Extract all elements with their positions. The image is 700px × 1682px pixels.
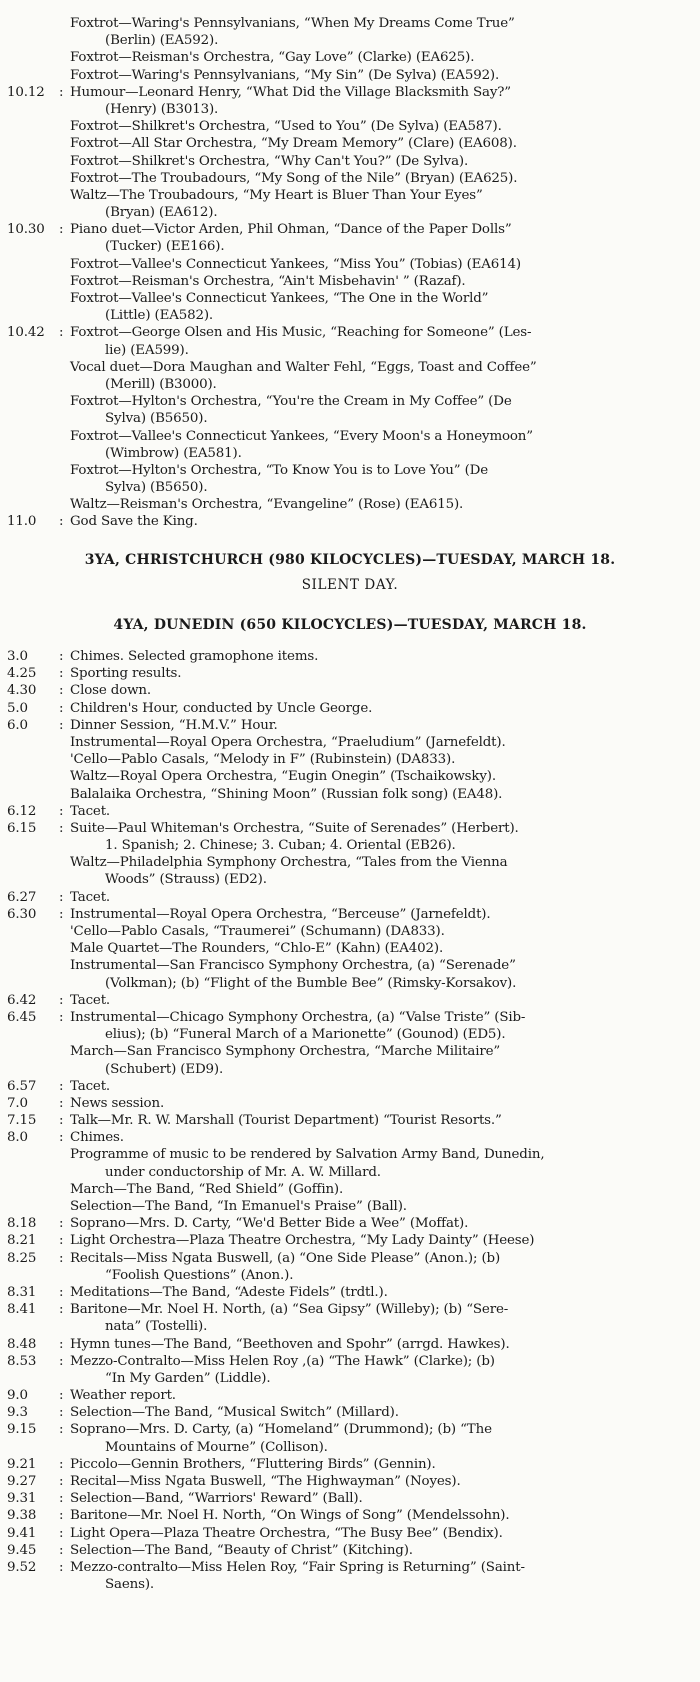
4ya-programme — [0, 648, 700, 1593]
time-separator: : — [59, 84, 64, 100]
entry-text: Piano duet—Victor Arden, Phil Ohman, “Dance of the Paper Dolls” — [70, 222, 512, 238]
entry-text: Tacet. — [70, 803, 111, 819]
entry-text: Programme of music to be rendered by Salvation Army Band, Dunedin, — [70, 1147, 545, 1163]
programme-entry — [0, 906, 700, 923]
time-separator: : — [59, 1456, 64, 1472]
entry-text: Foxtrot—Waring's Pennsylvanians, “When My Dreams Come True” — [70, 16, 515, 31]
programme-entry — [0, 462, 700, 479]
entry-text-continued: (Wimbrow) (EA581). — [105, 445, 242, 461]
entry-time: 4.30 — [7, 683, 37, 699]
programme-entry-continued — [0, 1318, 700, 1335]
entry-text: Tacet. — [70, 889, 111, 905]
entry-time: 8.31 — [7, 1284, 37, 1300]
entry-text: Suite—Paul Whiteman's Orchestra, “Suite of Serenades” (Herbert). — [70, 820, 519, 836]
entry-text: Foxtrot—George Olsen and His Music, “Reaching for Someone” (Les- — [70, 325, 532, 341]
entry-text-continued: (Little) (EA582). — [105, 308, 214, 324]
entry-text: March—San Francisco Symphony Orchestra, “Marche Militaire” — [70, 1044, 501, 1060]
entry-text-continued: “In My Garden” (Liddle). — [105, 1370, 271, 1386]
programme-entry — [0, 1542, 700, 1559]
programme-entry — [0, 1507, 700, 1524]
programme-entry — [0, 290, 700, 307]
programme-entry — [0, 1198, 700, 1215]
time-separator: : — [59, 666, 64, 682]
programme-entry — [0, 889, 700, 906]
entry-time: 11.0 — [7, 514, 37, 530]
programme-entry-continued — [0, 1439, 700, 1456]
entry-text-continued: (Schubert) (ED9). — [105, 1061, 224, 1077]
entry-text: Talk—Mr. R. W. Marshall (Tourist Department) “Tourist Resorts.” — [70, 1113, 502, 1129]
entry-text: Recital—Miss Ngata Buswell, “The Highwayman” (Noyes). — [70, 1474, 461, 1489]
entry-text: Male Quartet—The Rounders, “Chlo-E” (Kahn) (EA402). — [70, 941, 444, 957]
programme-entry — [0, 513, 700, 530]
programme-entry — [0, 1250, 700, 1267]
entry-text-continued: lie) (EA599). — [105, 342, 189, 358]
entry-time: 8.25 — [7, 1250, 37, 1266]
entry-time: 7.0 — [7, 1095, 28, 1111]
time-separator: : — [59, 1336, 64, 1352]
programme-entry-continued — [0, 238, 700, 255]
entry-text: Mezzo-Contralto—Miss Helen Roy ,(a) “The Hawk” (Clarke); (b) — [70, 1353, 495, 1369]
programme-entry — [0, 428, 700, 445]
programme-entry — [0, 1112, 700, 1129]
programme-entry — [0, 734, 700, 751]
programme-entry-continued — [0, 479, 700, 496]
programme-entry — [0, 135, 700, 152]
programme-entry — [0, 1284, 700, 1301]
programme-entry — [0, 803, 700, 820]
programme-entry-continued — [0, 975, 700, 992]
programme-entry — [0, 1129, 700, 1146]
time-separator: : — [59, 992, 64, 1008]
entry-text: Foxtrot—Waring's Pennsylvanians, “My Sin” (De Sylva) (EA592). — [70, 67, 500, 83]
entry-text: Chimes. Selected gramophone items. — [70, 649, 319, 664]
entry-time: 6.12 — [7, 803, 37, 819]
entry-text: Sporting results. — [70, 666, 182, 682]
entry-time: 9.38 — [7, 1508, 37, 1524]
entry-text: Waltz—The Troubadours, “My Heart is Bluer Than Your Eyes” — [70, 187, 483, 203]
programme-entry-continued — [0, 445, 700, 462]
entry-text-continued: “Foolish Questions” (Anon.). — [105, 1267, 294, 1283]
entry-time: 9.21 — [7, 1456, 37, 1472]
programme-entry — [0, 940, 700, 957]
entry-time: 6.42 — [7, 992, 37, 1008]
entry-time: 9.45 — [7, 1542, 37, 1558]
entry-time: 6.15 — [7, 820, 37, 836]
programme-entry — [0, 992, 700, 1009]
entry-time: 9.31 — [7, 1491, 37, 1507]
entry-text-continued: Sylva) (B5650). — [105, 480, 208, 496]
entry-text: Meditations—The Band, “Adeste Fidels” (trdtl.). — [70, 1284, 388, 1300]
entry-text: Instrumental—Chicago Symphony Orchestra, (a) “Valse Triste” (Sib- — [70, 1009, 526, 1025]
entry-text-continued: nata” (Tostelli). — [105, 1319, 208, 1335]
entry-text: Tacet. — [70, 1078, 111, 1094]
2ya-programme-continued — [0, 15, 700, 531]
time-separator: : — [59, 717, 64, 733]
programme-entry — [0, 1456, 700, 1473]
programme-entry — [0, 1421, 700, 1438]
programme-entry — [0, 854, 700, 871]
programme-entry — [0, 359, 700, 376]
entry-time: 8.48 — [7, 1336, 37, 1352]
time-separator: : — [59, 222, 64, 238]
programme-entry — [0, 1473, 700, 1490]
entry-text-continued: (Henry) (B3013). — [105, 101, 219, 117]
time-separator: : — [59, 1525, 64, 1541]
time-separator: : — [59, 906, 64, 922]
entry-text-continued: elius); (b) “Funeral March of a Marionette” (Gounod) (ED5). — [105, 1027, 506, 1043]
entry-text: Light Orchestra—Plaza Theatre Orchestra, “My Lady Dainty” (Heese) — [70, 1233, 535, 1249]
programme-entry — [0, 1095, 700, 1112]
programme-entry — [0, 1181, 700, 1198]
programme-entry — [0, 67, 700, 84]
programme-entry — [0, 1387, 700, 1404]
4ya-heading: 4YA, DUNEDIN (650 KILOCYCLES)—TUESDAY, MARCH 18. — [113, 617, 587, 633]
entry-text: Waltz—Philadelphia Symphony Orchestra, “Tales from the Vienna — [70, 855, 508, 871]
time-separator: : — [59, 1405, 64, 1421]
time-separator: : — [59, 1388, 64, 1404]
time-separator: : — [59, 1130, 64, 1146]
programme-entry — [0, 15, 700, 32]
entry-text: Instrumental—San Francisco Symphony Orchestra, (a) “Serenade” — [70, 958, 516, 974]
entry-text: Selection—The Band, “Musical Switch” (Millard). — [70, 1405, 399, 1421]
entry-text: Soprano—Mrs. D. Carty, (a) “Homeland” (Drummond); (b) “The — [70, 1422, 492, 1438]
time-separator: : — [59, 1113, 64, 1129]
programme-entry — [0, 1215, 700, 1232]
programme-entry — [0, 118, 700, 135]
programme-entry-continued — [0, 204, 700, 221]
entry-text: Selection—Band, “Warriors' Reward” (Ball). — [70, 1491, 363, 1507]
programme-entry — [0, 273, 700, 290]
entry-text-continued: (Merill) (B3000). — [105, 376, 217, 392]
programme-entry — [0, 1009, 700, 1026]
programme-entry — [0, 665, 700, 682]
programme-entry — [0, 1043, 700, 1060]
time-separator: : — [59, 1559, 64, 1575]
entry-text-continued: (Berlin) (EA592). — [105, 33, 219, 49]
entry-text: Foxtrot—Shilkret's Orchestra, “Used to You” (De Sylva) (EA587). — [70, 119, 502, 135]
programme-entry-continued — [0, 1576, 700, 1593]
programme-entry — [0, 170, 700, 187]
time-separator: : — [59, 700, 64, 716]
programme-entry-continued — [0, 376, 700, 393]
entry-text: Vocal duet—Dora Maughan and Walter Fehl, “Eggs, Toast and Coffee” — [70, 359, 537, 375]
programme-entry — [0, 221, 700, 238]
programme-entry-continued — [0, 1267, 700, 1284]
time-separator: : — [59, 1095, 64, 1111]
entry-text: Waltz—Reisman's Orchestra, “Evangeline” (Rose) (EA615). — [70, 497, 464, 513]
programme-entry — [0, 256, 700, 273]
entry-text: News session. — [70, 1095, 165, 1111]
entry-time: 9.27 — [7, 1474, 37, 1489]
programme-entry — [0, 496, 700, 513]
entry-text: 'Cello—Pablo Casals, “Traumerei” (Schumann) (DA833). — [70, 924, 445, 939]
programme-entry — [0, 393, 700, 410]
programme-entry — [0, 1232, 700, 1249]
programme-entry — [0, 324, 700, 341]
time-separator: : — [59, 1284, 64, 1300]
time-separator: : — [59, 1250, 64, 1266]
time-separator: : — [59, 514, 64, 530]
entry-text: Foxtrot—Vallee's Connecticut Yankees, “The One in the World” — [70, 291, 489, 306]
entry-text: Balalaika Orchestra, “Shining Moon” (Russian folk song) (EA48). — [70, 786, 503, 802]
entry-time: 6.0 — [7, 717, 28, 733]
programme-entry-continued — [0, 101, 700, 118]
entry-text: 'Cello—Pablo Casals, “Melody in F” (Rubinstein) (DA833). — [70, 752, 456, 768]
programme-entry — [0, 1353, 700, 1370]
time-separator: : — [59, 325, 64, 341]
entry-text: Foxtrot—Shilkret's Orchestra, “Why Can't You?” (De Sylva). — [70, 153, 469, 169]
entry-text: Recitals—Miss Ngata Buswell, (a) “One Side Please” (Anon.); (b) — [70, 1250, 501, 1266]
entry-text: Foxtrot—All Star Orchestra, “My Dream Memory” (Clare) (EA608). — [70, 136, 517, 152]
programme-entry-continued — [0, 307, 700, 324]
programme-entry — [0, 768, 700, 785]
programme-entry — [0, 1404, 700, 1421]
programme-entry — [0, 820, 700, 837]
programme-entry — [0, 717, 700, 734]
programme-entry — [0, 1078, 700, 1095]
programme-entry-continued — [0, 1061, 700, 1078]
time-separator: : — [59, 803, 64, 819]
time-separator: : — [59, 1078, 64, 1094]
entry-text: Mezzo-contralto—Miss Helen Roy, “Fair Spring is Returning” (Saint- — [70, 1559, 525, 1575]
programme-entry — [0, 153, 700, 170]
entry-text: Foxtrot—Reisman's Orchestra, “Gay Love” (Clarke) (EA625). — [70, 50, 475, 66]
entry-time: 6.27 — [7, 889, 37, 905]
3ya-heading: 3YA, CHRISTCHURCH (980 KILOCYCLES)—TUESDAY, MARCH 18. — [84, 552, 616, 568]
programme-entry — [0, 1525, 700, 1542]
entry-time: 6.45 — [7, 1009, 37, 1025]
programme-entry — [0, 700, 700, 717]
entry-text: Foxtrot—The Troubadours, “My Song of the Nile” (Bryan) (EA625). — [70, 170, 518, 186]
entry-time: 3.0 — [7, 649, 28, 664]
programme-entry — [0, 187, 700, 204]
programme-entry-continued — [0, 1026, 700, 1043]
entry-text: Close down. — [70, 683, 151, 699]
programme-entry — [0, 682, 700, 699]
entry-text: Soprano—Mrs. D. Carty, “We'd Better Bide a Wee” (Moffat). — [70, 1216, 469, 1232]
programme-entry-continued — [0, 837, 700, 854]
entry-text: Chimes. — [70, 1130, 124, 1146]
entry-text: Piccolo—Gennin Brothers, “Fluttering Birds” (Gennin). — [70, 1456, 436, 1472]
entry-text-continued: Woods” (Strauss) (ED2). — [105, 872, 267, 888]
programme-entry — [0, 786, 700, 803]
entry-text: Instrumental—Royal Opera Orchestra, “Praeludium” (Jarnefeldt). — [70, 734, 506, 750]
programme-entry-continued — [0, 1164, 700, 1181]
entry-time: 8.18 — [7, 1216, 37, 1232]
entry-text-continued: (Bryan) (EA612). — [105, 205, 218, 221]
entry-text-continued: Sylva) (B5650). — [105, 411, 208, 427]
programme-entry — [0, 49, 700, 66]
entry-time: 9.41 — [7, 1525, 37, 1541]
entry-time: 7.15 — [7, 1113, 37, 1129]
entry-text: Instrumental—Royal Opera Orchestra, “Berceuse” (Jarnefeldt). — [70, 906, 491, 922]
entry-time: 8.21 — [7, 1233, 37, 1249]
entry-time: 8.0 — [7, 1130, 28, 1146]
entry-time: 10.12 — [7, 84, 45, 100]
entry-text: Dinner Session, “H.M.V.” Hour. — [70, 717, 278, 733]
entry-text: Weather report. — [70, 1388, 176, 1404]
entry-text-continued: 1. Spanish; 2. Chinese; 3. Cuban; 4. Oriental (EB26). — [105, 838, 456, 854]
entry-time: 9.0 — [7, 1388, 28, 1404]
programme-entry-continued — [0, 32, 700, 49]
time-separator: : — [59, 889, 64, 905]
entry-text: March—The Band, “Red Shield” (Goffin). — [70, 1181, 344, 1197]
entry-text-continued: (Tucker) (EE166). — [105, 239, 225, 255]
time-separator: : — [59, 1422, 64, 1438]
entry-time: 10.42 — [7, 325, 45, 341]
entry-text-continued: under conductorship of Mr. A. W. Millard. — [105, 1164, 381, 1180]
entry-text: God Save the King. — [70, 514, 198, 530]
programme-entry-continued — [0, 1370, 700, 1387]
entry-text: Foxtrot—Hylton's Orchestra, “To Know You is to Love You” (De — [70, 462, 489, 478]
entry-time: 6.30 — [7, 906, 37, 922]
time-separator: : — [59, 1233, 64, 1249]
entry-time: 9.52 — [7, 1559, 37, 1575]
entry-time: 8.53 — [7, 1353, 37, 1369]
programme-entry — [0, 84, 700, 101]
entry-text: Humour—Leonard Henry, “What Did the Village Blacksmith Say?” — [70, 84, 511, 100]
entry-text: Children's Hour, conducted by Uncle George. — [70, 700, 373, 716]
entry-text-continued: (Volkman); (b) “Flight of the Bumble Bee” (Rimsky-Korsakov). — [105, 975, 517, 991]
time-separator: : — [59, 1302, 64, 1318]
entry-text-continued: Mountains of Mourne” (Collison). — [105, 1439, 328, 1455]
entry-text: Light Opera—Plaza Theatre Orchestra, “The Busy Bee” (Bendix). — [70, 1525, 503, 1541]
programme-entry — [0, 1146, 700, 1163]
time-separator: : — [59, 649, 64, 664]
programme-entry — [0, 648, 700, 665]
entry-text: Foxtrot—Vallee's Connecticut Yankees, “Every Moon's a Honeymoon” — [70, 428, 533, 444]
entry-time: 5.0 — [7, 700, 28, 716]
entry-text: Hymn tunes—The Band, “Beethoven and Spohr” (arrgd. Hawkes). — [70, 1336, 510, 1352]
time-separator: : — [59, 1491, 64, 1507]
programme-entry — [0, 923, 700, 940]
entry-text: Selection—The Band, “In Emanuel's Praise” (Ball). — [70, 1199, 407, 1214]
time-separator: : — [59, 1009, 64, 1025]
time-separator: : — [59, 1542, 64, 1558]
time-separator: : — [59, 1353, 64, 1369]
entry-time: 9.3 — [7, 1405, 28, 1421]
entry-text: Waltz—Royal Opera Orchestra, “Eugin Onegin” (Tschaikowsky). — [70, 769, 496, 785]
entry-text: Foxtrot—Vallee's Connecticut Yankees, “Miss You” (Tobias) (EA614) — [70, 256, 521, 272]
entry-time: 6.57 — [7, 1078, 37, 1094]
time-separator: : — [59, 1216, 64, 1232]
time-separator: : — [59, 1474, 64, 1489]
entry-text: Tacet. — [70, 992, 111, 1008]
entry-time: 10.30 — [7, 222, 45, 238]
time-separator: : — [59, 683, 64, 699]
programme-entry — [0, 957, 700, 974]
programme-entry-continued — [0, 342, 700, 359]
programme-entry-continued — [0, 410, 700, 427]
time-separator: : — [59, 820, 64, 836]
entry-text: Foxtrot—Reisman's Orchestra, “Ain't Misbehavin' ” (Razaf). — [70, 273, 466, 289]
programme-entry — [0, 1559, 700, 1576]
time-separator: : — [59, 1508, 64, 1524]
3ya-silent-day: SILENT DAY. — [301, 577, 399, 593]
programme-entry — [0, 751, 700, 768]
programme-entry — [0, 1490, 700, 1507]
programme-entry-continued — [0, 871, 700, 888]
entry-text: Selection—The Band, “Beauty of Christ” (Kitching). — [70, 1542, 413, 1558]
entry-text: Baritone—Mr. Noel H. North, “On Wings of Song” (Mendelssohn). — [70, 1508, 510, 1524]
entry-text: Baritone—Mr. Noel H. North, (a) “Sea Gipsy” (Willeby); (b) “Sere- — [70, 1302, 509, 1318]
programme-entry — [0, 1301, 700, 1318]
entry-text: Foxtrot—Hylton's Orchestra, “You're the Cream in My Coffee” (De — [70, 394, 512, 410]
entry-text-continued: Saens). — [105, 1577, 155, 1593]
programme-entry — [0, 1336, 700, 1353]
entry-time: 9.15 — [7, 1422, 37, 1438]
entry-time: 4.25 — [7, 666, 37, 682]
entry-time: 8.41 — [7, 1302, 37, 1318]
